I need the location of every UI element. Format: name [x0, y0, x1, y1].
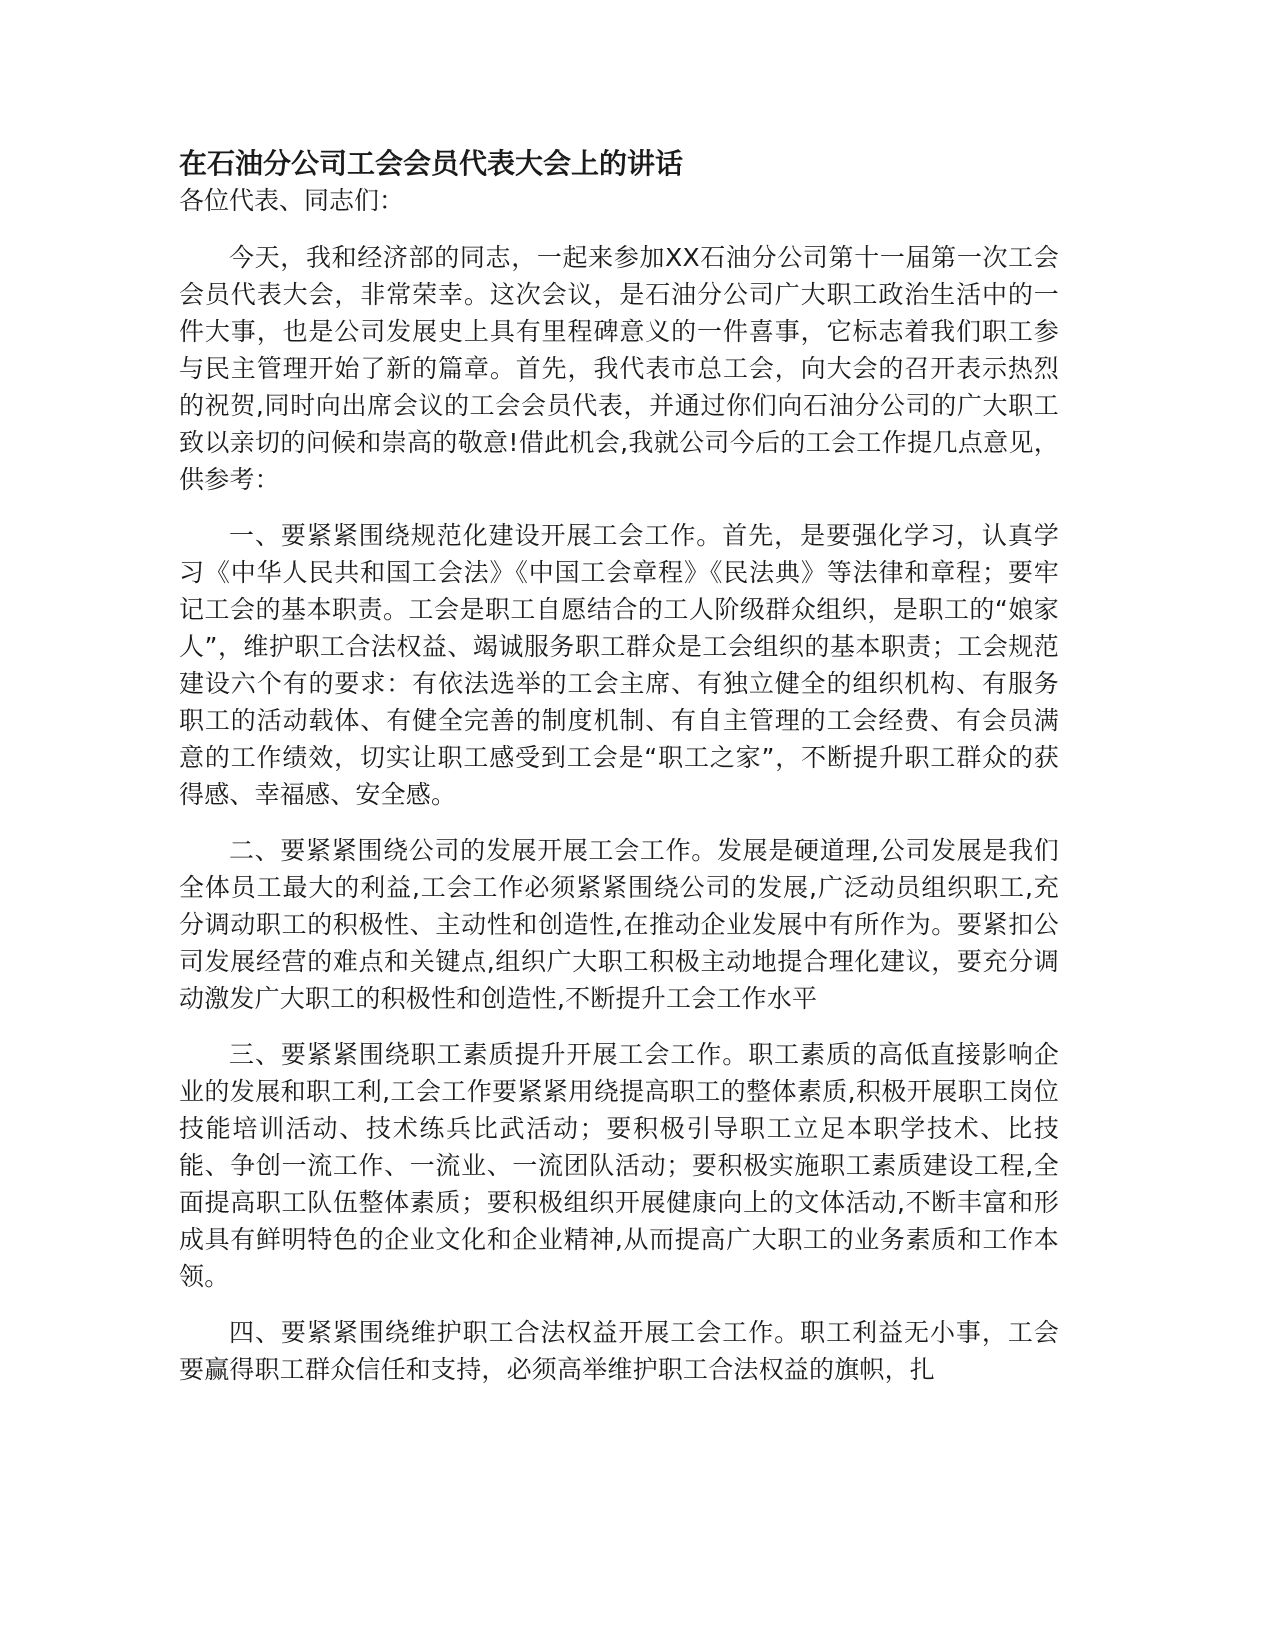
paragraph-point-one: 一、要紧紧围绕规范化建设开展工会工作。首先，是要强化学习，认真学习《中华人民共和国工会法》《中国工会章程》《民法典》等法律和章程；要牢记工会的基本职责。工会是职工自愿结合的工人阶级群众组织，是职工的“娘家人”，维护职工合法权益、竭诚服务职工群众是工会组织的基本职责；工会规范建设六个有的要求：有依法选举的工会主席、有独立健全的组织机构、有服务职工的活动载体、有健全完善的制度机制、有自主管理的工会经费、有会员满意的工作绩效，切实让职工感受到工会是“职工之家”，不断提升职工群众的获得感、幸福感、安全感。	[179, 521, 1059, 809]
paragraph-point-four: 四、要紧紧围绕维护职工合法权益开展工会工作。职工利益无小事，工会要赢得职工群众信任和支持，必须高举维护职工合法权益的旗帜，扎	[179, 1318, 1059, 1384]
paragraph-point-three: 三、要紧紧围绕职工素质提升开展工会工作。职工素质的高低直接影响企业的发展和职工利,工会工作要紧紧用绕提高职工的整体素质,积极开展职工岗位技能培训活动、技术练兵比武活动；要积极引导职工立足本职学技术、比技能、争创一流工作、一流业、一流团队活动；要积极实施职工素质建设工程,全面提高职工队伍整体素质；要积极组织开展健康向上的文体活动,不断丰富和形成具有鲜明特色的企业文化和企业精神,从而提高广大职工的业务素质和工作本领。	[179, 1040, 1059, 1291]
salutation: 各位代表、同志们：	[179, 186, 405, 215]
paragraph-point-two: 二、要紧紧围绕公司的发展开展工会工作。发展是硬道理,公司发展是我们全体员工最大的利益,工会工作必须紧紧围绕公司的发展,广泛动员组织职工,充分调动职工的积极性、主动性和创造性,在推动企业发展中有所作为。要紧扣公司发展经营的难点和关键点,组织广大职工积极主动地提合理化建议，要充分调动激发广大职工的积极性和创造性,不断提升工会工作水平	[179, 836, 1059, 1013]
paragraph-opening: 今天，我和经济部的同志，一起来参加XX石油分公司第十一届第一次工会会员代表大会，非常荣幸。这次会议，是石油分公司广大职工政治生活中的一件大事，也是公司发展史上具有里程碑意义的一件喜事，它标志着我们职工参与民主管理开始了新的篇章。首先，我代表市总工会，向大会的召开表示热烈的祝贺,同时向出席会议的工会会员代表，并通过你们向石油分公司的广大职工致以亲切的问候和崇高的敬意!借此机会,我就公司今后的工会工作提几点意见，供参考：	[179, 243, 1059, 494]
document-page	[179, 146, 1059, 1407]
document-title: 在石油分公司工会会员代表大会上的讲话	[179, 147, 684, 180]
